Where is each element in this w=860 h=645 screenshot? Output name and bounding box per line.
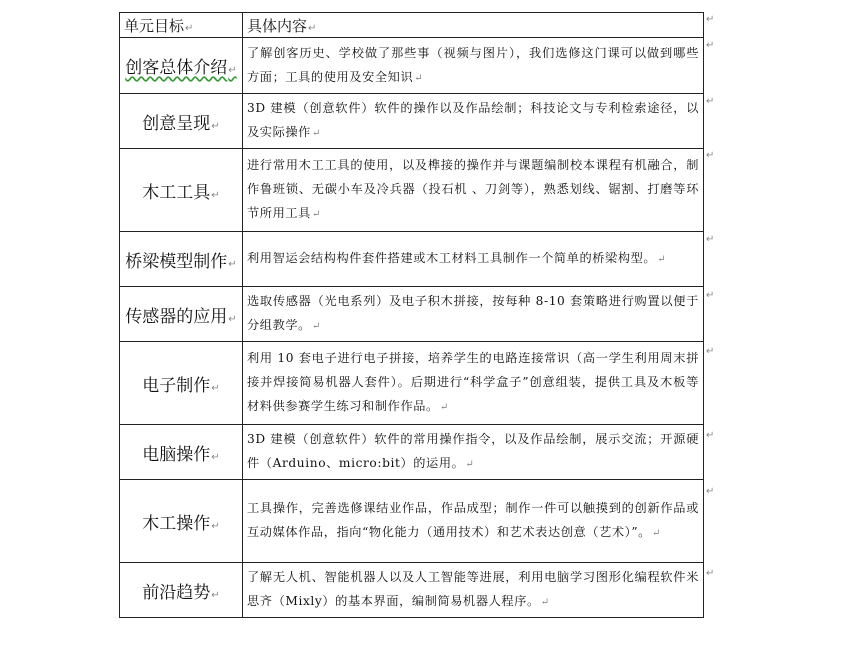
course-plan-table <box>119 12 704 618</box>
row-end-mark-icon: ↵ <box>706 150 715 161</box>
unit-goal-text: 桥梁模型制作 <box>125 251 228 272</box>
paragraph-mark-icon: ↵ <box>228 258 237 270</box>
paragraph-mark-icon: ↵ <box>228 65 237 76</box>
paragraph-mark-icon: ↵ <box>414 72 424 84</box>
table-row <box>120 480 704 563</box>
paragraph-mark-icon: ↵ <box>540 597 550 608</box>
row-end-mark-icon: ↵ <box>706 234 715 245</box>
unit-goal-cell <box>120 149 243 232</box>
paragraph-mark-icon: ↵ <box>657 254 667 265</box>
content-cell <box>243 94 704 149</box>
content-cell <box>243 149 704 232</box>
content-cell <box>243 38 704 94</box>
unit-goal-text: 传感器的应用 <box>125 306 228 327</box>
unit-goal-text: 木工工具 <box>142 182 211 203</box>
paragraph-mark-icon: ↵ <box>211 189 220 201</box>
paragraph-mark-icon: ↵ <box>211 451 220 463</box>
row-end-mark-icon: ↵ <box>706 96 715 107</box>
content-text: 了解创客历史、学校做了那些事（视频与图片），我们选修这门课可以做到哪些方面；工具的使用及安全知识 <box>247 45 699 84</box>
table-header-row <box>120 13 704 38</box>
unit-goal-cell <box>120 342 243 425</box>
row-end-mark-icon: ↵ <box>706 40 715 51</box>
unit-goal-text: 电脑操作 <box>142 444 211 465</box>
header-content <box>243 13 704 38</box>
content-cell <box>243 563 704 618</box>
row-end-mark-icon: ↵ <box>706 568 715 579</box>
table-row <box>120 563 704 618</box>
unit-goal-cell <box>120 287 243 342</box>
paragraph-mark-icon: ↵ <box>228 313 237 325</box>
unit-goal-cell <box>120 563 243 618</box>
content-cell <box>243 232 704 287</box>
paragraph-mark-icon: ↵ <box>651 528 661 539</box>
paragraph-mark-icon: ↵ <box>308 22 317 34</box>
row-end-mark-icon: ↵ <box>706 430 715 441</box>
table-row <box>120 149 704 232</box>
table-row <box>120 38 704 94</box>
unit-goal-cell <box>120 38 243 94</box>
header-unit-goal <box>120 13 243 38</box>
paragraph-mark-icon: ↵ <box>211 120 220 132</box>
paragraph-mark-icon: ↵ <box>211 520 220 532</box>
paragraph-mark-icon: ↵ <box>311 321 321 332</box>
unit-goal-cell <box>120 480 243 563</box>
content-cell <box>243 425 704 480</box>
paragraph-mark-icon: ↵ <box>211 589 220 601</box>
content-text: 选取传感器（光电系列）及电子积木拼接，按每种 8-10 套策略进行购置以便于分组教学。 <box>247 294 699 332</box>
content-text: 工具操作，完善选修课结业作品，作品成型；制作一件可以触摸到的创新作品或互动媒体作品，指向“物化能力（通用技术）和艺术表达创意（艺术）”。 <box>247 501 699 539</box>
content-cell <box>243 342 704 425</box>
table-row <box>120 287 704 342</box>
content-text: 利用智运会结构构件套件搭建或木工材料工具制作一个简单的桥梁构型。 <box>247 251 657 265</box>
paragraph-mark-icon: ↵ <box>185 22 194 34</box>
paragraph-mark-icon: ↵ <box>211 382 220 394</box>
table-row <box>120 232 704 287</box>
content-cell <box>243 287 704 342</box>
content-cell <box>243 480 704 563</box>
unit-goal-text: 木工操作 <box>142 513 211 534</box>
row-end-mark-icon: ↵ <box>706 486 715 497</box>
content-text: 3D 建模（创意软件）软件的常用操作指令，以及作品绘制，展示交流；开源硬件（Arduino、micro:bit）的运用。 <box>247 432 699 470</box>
content-text: 3D 建模（创意软件）软件的操作以及作品绘制；科技论文与专利检索途径，以及实际操作 <box>247 101 699 139</box>
paragraph-mark-icon: ↵ <box>439 402 449 413</box>
row-end-mark-icon: ↵ <box>706 14 715 25</box>
table-row <box>120 94 704 149</box>
header-content-text: 具体内容 <box>247 16 308 35</box>
unit-goal-cell <box>120 425 243 480</box>
content-text: 利用 10 套电子进行电子拼接，培养学生的电路连接常识（高一学生利用周末拼接并焊接简易机器人套件）。后期进行“科学盒子”创意组装，提供工具及木板等材料供参赛学生练习和制作作品。 <box>247 351 699 413</box>
content-text: 了解无人机、智能机器人以及人工智能等进展，利用电脑学习图形化编程软件米思齐（Mixly）的基本界面，编制简易机器人程序。 <box>247 570 699 608</box>
paragraph-mark-icon: ↵ <box>311 128 321 139</box>
row-end-mark-icon: ↵ <box>706 346 715 357</box>
paragraph-mark-icon: ↵ <box>311 209 321 220</box>
unit-goal-text: 创意呈现 <box>142 113 211 134</box>
table-row <box>120 425 704 480</box>
header-unit-goal-text: 单元目标 <box>124 16 185 35</box>
unit-goal-text: 电子制作 <box>142 375 211 396</box>
unit-goal-cell <box>120 232 243 287</box>
unit-goal-text: 创客总体介绍 <box>125 58 228 78</box>
row-end-mark-icon: ↵ <box>706 290 715 301</box>
content-text: 进行常用木工工具的使用，以及榫接的操作并与课题编制校本课程有机融合，制作鲁班锁、无碳小车及冷兵器（投石机 、刀剑等），熟悉划线、锯割、打磨等环节所用工具 <box>247 158 699 220</box>
table-row <box>120 342 704 425</box>
unit-goal-text: 前沿趋势 <box>142 582 211 603</box>
paragraph-mark-icon: ↵ <box>465 459 475 470</box>
unit-goal-cell <box>120 94 243 149</box>
